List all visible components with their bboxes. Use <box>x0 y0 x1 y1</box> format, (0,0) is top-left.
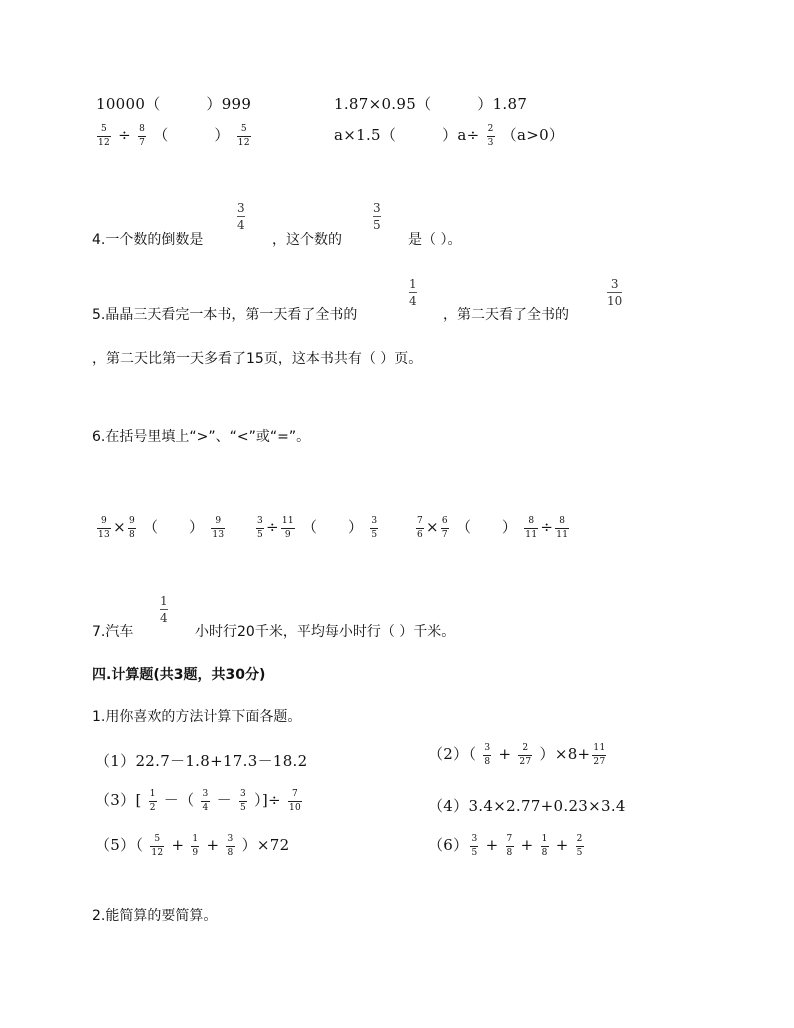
q4-text-a: 4.一个数的倒数是 <box>92 232 204 248</box>
problem-2: （2）（ $\frac{3}{8}$ + $\frac{2}{27}$ ）×8+ $\frac{11}{27}$ <box>428 742 606 767</box>
q4-fraction-1: 3 4 <box>237 201 245 232</box>
section-heading: 四.计算题(共3题，共30分) <box>92 667 266 683</box>
q4-text-c: 是（ ）。 <box>408 232 462 248</box>
fraction: $\frac{3}{4}$ <box>202 788 209 813</box>
problem-5: （5）（ $\frac{5}{12}$ + $\frac{1}{9}$ + $\frac{3}{8}$ ）×72 <box>95 833 290 858</box>
fraction: $\frac{8}{11}$ <box>556 515 569 540</box>
compare-row2-right: a×1.5（ ）a÷ $\frac{2}{3}$ （a>0） <box>334 123 565 148</box>
fraction: $\frac{1}{2}$ <box>149 788 156 813</box>
fraction: $\frac{8}{7}$ <box>139 123 146 148</box>
fraction: $\frac{3}{5}$ <box>471 833 478 858</box>
q6-expression-3: $\frac{7}{6}$ × $\frac{6}{7}$ （ ） $\frac{8}{11}$ ÷ $\frac{8}{11}$ <box>417 515 569 540</box>
fraction: $\frac{3}{5}$ <box>257 515 264 540</box>
q7-text-a: 7.汽车 <box>92 624 134 640</box>
q7-text-b: 小时行20千米，平均每小时行（ ）千米。 <box>195 624 456 640</box>
compare-row1-left: 10000（ ）999 <box>96 95 252 113</box>
fraction: $\frac{7}{10}$ <box>289 788 302 813</box>
q5-fraction-1: 1 4 <box>409 277 417 308</box>
fraction: $\frac{11}{9}$ <box>281 515 294 540</box>
q5-fraction-2: 3 10 <box>607 277 623 308</box>
q2-title: 2.能简算的要简算。 <box>92 908 218 924</box>
q5-line2: ，第二天比第一天多看了15页，这本书共有（ ）页。 <box>92 351 423 367</box>
q5-text-b: ，第二天看了全书的 <box>443 307 569 323</box>
fraction: $\frac{11}{27}$ <box>593 742 606 767</box>
q7-fraction: 1 4 <box>160 594 168 625</box>
q6-expression-2: $\frac{3}{5}$ ÷ $\frac{11}{9}$ （ ） $\frac{3}{5}$ <box>257 515 378 540</box>
fraction: $\frac{9}{8}$ <box>128 515 135 540</box>
compare-row1-right: 1.87×0.95（ ）1.87 <box>334 95 528 113</box>
q6-title: 6.在括号里填上“>”、“<”或“=”。 <box>92 429 311 445</box>
problem-6: （6） $\frac{3}{5}$ + $\frac{7}{8}$ + $\frac{1}{8}$ + $\frac{2}{5}$ <box>428 833 583 858</box>
fraction: $\frac{3}{8}$ <box>484 742 491 767</box>
fraction: $\frac{5}{12}$ <box>98 123 111 148</box>
compare-row2-left: $\frac{5}{12}$ ÷ $\frac{8}{7}$ （ ） $\frac{5}{12}$ <box>98 123 250 148</box>
q4-text-b: ，这个数的 <box>272 232 342 248</box>
fraction: $\frac{3}{8}$ <box>227 833 234 858</box>
fraction: $\frac{3}{5}$ <box>239 788 247 813</box>
fraction: $\frac{5}{12}$ <box>237 123 250 148</box>
problem-4: （4）3.4×2.77+0.23×3.4 <box>428 797 626 815</box>
fraction: $\frac{9}{13}$ <box>212 515 225 540</box>
problem-1: （1）22.7－1.8+17.3－18.2 <box>95 752 308 770</box>
q6-expression-1: $\frac{9}{13}$ × $\frac{9}{8}$ （ ） $\frac{9}{13}$ <box>98 515 225 540</box>
fraction: $\frac{8}{11}$ <box>525 515 538 540</box>
fraction: $\frac{3}{5}$ <box>371 515 378 540</box>
problem-3: （3）[ $\frac{1}{2}$ －（ $\frac{3}{4}$ － $\frac{3}{5}$ ）]÷ $\frac{7}{10}$ <box>95 788 302 813</box>
fraction: $\frac{1}{9}$ <box>192 833 199 858</box>
fraction: $\frac{2}{27}$ <box>519 742 532 767</box>
fraction: $\frac{5}{12}$ <box>151 833 164 858</box>
q5-text-a: 5.晶晶三天看完一本书，第一天看了全书的 <box>92 307 358 323</box>
fraction: $\frac{7}{8}$ <box>506 833 513 858</box>
q1-title: 1.用你喜欢的方法计算下面各题。 <box>92 709 302 725</box>
q4-fraction-2: 3 5 <box>373 201 381 232</box>
fraction: $\frac{9}{13}$ <box>98 515 111 540</box>
fraction: $\frac{2}{3}$ <box>487 123 494 148</box>
fraction: $\frac{6}{7}$ <box>441 515 448 540</box>
fraction: $\frac{1}{8}$ <box>541 833 548 858</box>
fraction: $\frac{7}{6}$ <box>417 515 424 540</box>
fraction: $\frac{2}{5}$ <box>576 833 583 858</box>
